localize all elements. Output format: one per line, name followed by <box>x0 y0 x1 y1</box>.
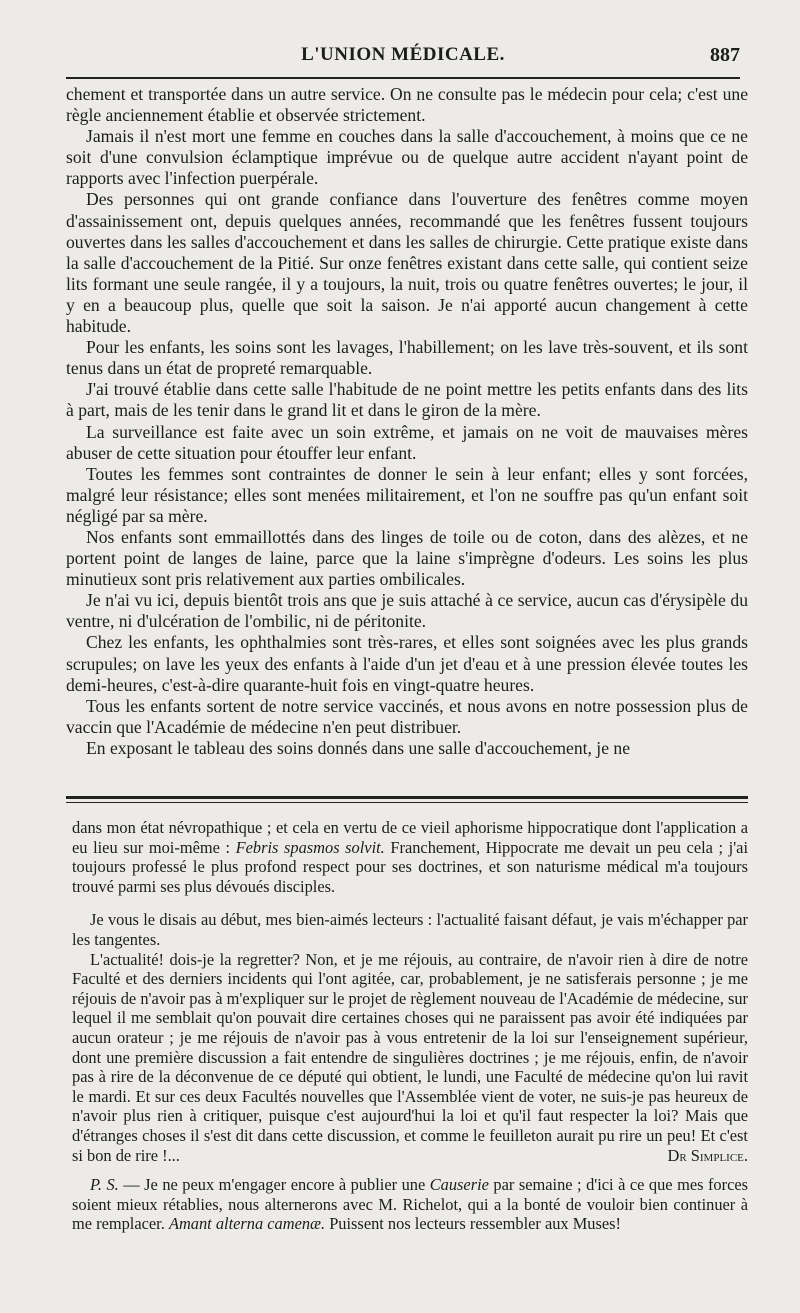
paragraph: Chez les enfants, les ophthalmies sont très-rares, et elles sont soignées avec les plus grands scrupules; on lave les yeux des enfants à l'aide d'un jet d'eau et à une pression élevée toutes les demi-heures, c'est-à-dire quarante-huit fois en vingt-quatre heures. <box>66 632 748 695</box>
paragraph: Pour les enfants, les soins sont les lavages, l'habillement; on les lave très-souvent, et ils sont tenus dans un état de propreté remarquable. <box>66 337 748 379</box>
text-run: dans mon état névropathique ; et cela en vertu de ce vieil aphorisme hippocratique dont l'application a eu lieu sur moi-même : <box>72 818 748 857</box>
page-number: 887 <box>710 44 740 66</box>
feuilleton-separator <box>66 796 748 803</box>
paragraph: Des personnes qui ont grande confiance dans l'ouverture des fenêtres comme moyen d'assainissement ont, depuis quelques années, recommandé que les fenêtres fussent toujours ouvertes dans les salles d'accouchement et dans les salles de chirurgie. Cette pratique existe dans la salle d'accouchement de la Pitié. Sur onze fenêtres existant dans cette salle, qui contient seize lits formant une seule rangée, il y a toujours, la nuit, trois ou quatre fenêtres ouvertes; le jour, il y en a beaucoup plus, quelle que soit la saison. Je n'ai apporté aucun changement à cette habitude. <box>66 189 748 337</box>
feuilleton-paragraph <box>72 818 748 896</box>
text-run: Franchement, Hippocrate me devait un peu cela ; j'ai toujours professé le plus profond respect pour ses doctrines, et son naturisme médical m'a toujours trouvé parmi ses plus dévoués disciples. <box>72 837 749 896</box>
italic-word: Causerie <box>429 1175 489 1195</box>
main-text <box>66 84 748 759</box>
paragraph: Jamais il n'est mort une femme en couches dans la salle d'accouchement, à moins que ce ne soit d'une convulsion éclamptique imprévue ou de quelque autre accident n'ayant point de rapports avec l'infection puerpérale. <box>66 126 748 189</box>
feuilleton-paragraph <box>72 950 748 1166</box>
text-run: Puissent nos lecteurs ressembler aux Muses! <box>325 1214 621 1234</box>
paragraph: Nos enfants sont emmaillottés dans des linges de toile ou de coton, dans des alèzes, et ne portent point de langes de laine, parce que la laine s'imprègne d'odeurs. Les soins les plus minutieux sont pris relativement aux parties ombilicales. <box>66 526 748 590</box>
paragraph: J'ai trouvé établie dans cette salle l'habitude de ne point mettre les petits enfants dans des lits à part, mais de les tenir dans le grand lit et dans le giron de la mère. <box>66 379 748 421</box>
paragraph: Tous les enfants sortent de notre service vaccinés, et nous avons en notre possession plus de vaccin que l'Académie de médecine n'en peut distribuer. <box>66 695 748 737</box>
text-run: L'actualité! dois-je la regretter? Non, et je me réjouis, au contraire, de n'avoir rien à dire de notre Faculté et des derniers incidents qui l'ont agitée, car, probablement, je ne satisferais personne ; je me réjouis de n'avoir pas à m'expliquer sur le projet de règlement nouveau de l'Académie de médecine, sur lequel il me semblait qu'on pouvait dire certaines choses qui ne paraissent pas avoir été indiquées par aucun orateur ; je me réjouis de n'avoir pas à vous entretenir de la loi sur l'enseignement supérieur, dont une première discussion a fait entendre de singulières doctrines ; je me réjouis, enfin, de n'avoir pas à rire de la déconvenue de ce député qui obtient, le lundi, une Faculté de médecine qu'on lui ravit le mardi. Et sur ces deux Facultés nouvelles que l'Assemblée vient de voter, ne suis-je pas heureux de n'avoir plus rien à critiquer, puisque c'est aujourd'hui la loi et qu'il faut respecter la loi? Mais que d'étranges choses il s'est dit dans cette discussion, et comme le feuilleton aurait pu rire un peu! Et c'est si bon de rire !... <box>72 949 748 1165</box>
feuilleton-text <box>72 818 748 1234</box>
ps-label: P. S. <box>90 1175 119 1195</box>
text-run: par semaine ; d'ici à ce que mes forces soient mieux rétablies, nous alternerons avec M. Richelot, qui a la bonté de vouloir bien continuer à me remplacer. <box>72 1175 749 1234</box>
latin-quote: Febris spasmos solvit. <box>235 837 385 857</box>
header-rule <box>66 77 740 79</box>
feuilleton-paragraph: Je vous le disais au début, mes bien-aimés lecteurs : l'actualité faisant défaut, je vais m'échapper par les tangentes. <box>72 910 748 949</box>
paragraph: La surveillance est faite avec un soin extrême, et jamais on ne voit de mauvaises mères abuser de cette situation pour étouffer leur enfant. <box>66 421 748 463</box>
running-title: L'UNION MÉDICALE. <box>301 44 505 65</box>
latin-quote: Amant alterna camenæ. <box>168 1214 326 1234</box>
paragraph: chement et transportée dans un autre service. On ne consulte pas le médecin pour cela; c'est une règle anciennement établie et observée strictement. <box>66 84 748 126</box>
paragraph: Toutes les femmes sont contraintes de donner le sein à leur enfant; elles y sont forcées, malgré leur résistance; elles sont menées militairement, et l'on ne souffre pas qu'un enfant soit négligé par sa mère. <box>66 463 748 526</box>
postscript <box>72 1175 748 1234</box>
paragraph: En exposant le tableau des soins donnés dans une salle d'accouchement, je ne <box>86 737 631 758</box>
signature: Dr Simplice. <box>667 1145 748 1165</box>
paragraph: Je n'ai vu ici, depuis bientôt trois ans que je suis attaché à ce service, aucun cas d'érysipèle du ventre, ni d'ulcération de l'ombilic, ni de péritonite. <box>66 590 748 632</box>
text-run: — Je ne peux m'engager encore à publier une <box>118 1175 430 1195</box>
page-header <box>66 44 740 74</box>
